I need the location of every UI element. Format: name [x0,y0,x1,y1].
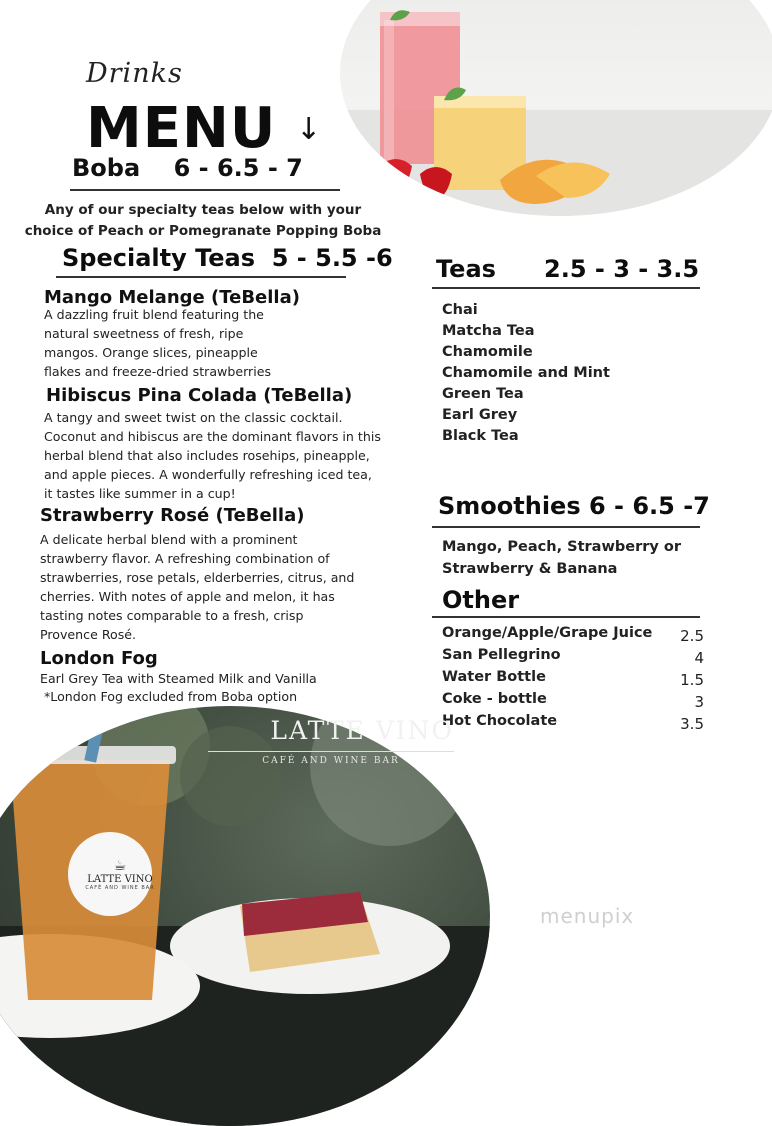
boba-price-line: Boba 6 - 6.5 - 7 [72,154,303,182]
teas-title: Teas [436,255,496,283]
desc-line: Mango, Peach, Strawberry or [442,539,681,555]
desc-line: strawberry flavor. A refreshing combination of [40,551,330,566]
other-item-price: 3.5 [680,715,704,733]
cafe-illustration [0,706,490,1126]
other-item-price: 1.5 [680,671,704,689]
other-row [442,647,704,669]
specialty-divider [56,276,346,278]
other-item-name: Coke - bottle [442,691,547,707]
desc-line: and apple pieces. A wonderfully refreshing iced tea, [44,467,372,482]
smoothie-illustration [340,0,772,216]
boba-desc-line: choice of Peach or Pomegranate Popping Boba [24,223,382,239]
other-divider [432,616,700,618]
other-item-price: 2.5 [680,627,704,645]
brand-logo [208,716,454,766]
other-item-price: 4 [694,649,704,667]
other-item-name: Hot Chocolate [442,713,558,729]
other-title: Other [442,586,520,614]
desc-line: Provence Rosé. [40,627,137,642]
brand-tagline: CAFÉ AND WINE BAR [262,756,400,766]
list-item: Matcha Tea [442,323,535,339]
cup-logo-name: LATTE VINO [87,874,153,885]
item-desc-mango-melange [44,305,271,381]
desc-line: tasting notes comparable to a fresh, crisp [40,608,304,623]
desc-line: A delicate herbal blend with a prominent [40,532,298,547]
list-item: Earl Grey [442,407,518,423]
smoothies-title: Smoothies 6 - 6.5 -7 [438,492,710,520]
item-desc-london-fog [40,670,317,706]
teas-list [442,300,610,447]
desc-line: strawberries, rose petals, elderberries, citrus, and [40,570,355,585]
desc-line: herbal blend that also includes rosehips, pineapple, [44,448,370,463]
item-desc-strawberry-rose [40,530,354,644]
smoothies-description [442,536,681,580]
menu-title: MENU [86,96,277,161]
other-row [442,713,704,735]
cup-logo [72,858,168,891]
list-item: Chamomile and Mint [442,365,610,381]
desc-line: A tangy and sweet twist on the classic cocktail. [44,410,343,425]
desc-line: Strawberry & Banana [442,561,618,577]
cafe-photo [0,706,490,1126]
item-desc-hibiscus-pina-colada [44,408,381,503]
teas-divider [432,287,700,289]
arrow-down-icon: ↓ [296,112,322,147]
desc-line: flakes and freeze-dried strawberries [44,364,272,379]
boba-desc-line: Any of our specialty teas below with your [44,202,362,218]
desc-line: A dazzling fruit blend featuring the [44,307,264,322]
other-item-name: San Pellegrino [442,647,561,663]
desc-line: it tastes like summer in a cup! [44,486,236,501]
other-item-price: 3 [694,693,704,711]
specialty-teas-title: Specialty Teas 5 - 5.5 -6 [62,244,393,272]
cup-logo-icon: ☕ [113,858,127,874]
desc-line: *London Fog excluded from Boba option [40,689,298,704]
smoothies-divider [432,526,700,528]
smoothie-photo [340,0,772,216]
brand-name: LATTE VINO [270,716,454,745]
list-item: Chamomile [442,344,533,360]
item-name-london-fog: London Fog [40,648,158,669]
desc-line: natural sweetness of fresh, ripe [44,326,244,341]
desc-line: mangos. Orange slices, pineapple [44,345,258,360]
list-item: Green Tea [442,386,524,402]
brand-divider [208,751,454,752]
boba-divider [70,189,340,191]
teas-prices: 2.5 - 3 - 3.5 [544,255,700,283]
item-name-mango-melange: Mango Melange (TeBella) [44,287,300,308]
list-item: Black Tea [442,428,519,444]
list-item: Chai [442,302,478,318]
item-name-strawberry-rose: Strawberry Rosé (TeBella) [40,505,305,526]
other-row [442,625,704,647]
cup-logo-tagline: CAFÉ AND WINE BAR [85,885,155,891]
desc-line: Earl Grey Tea with Steamed Milk and Vanilla [40,671,317,686]
other-row [442,691,704,713]
drinks-script-heading: Drinks [86,58,183,89]
other-item-name: Orange/Apple/Grape Juice [442,625,653,641]
other-row [442,669,704,691]
watermark: menupix [540,904,635,928]
other-item-name: Water Bottle [442,669,546,685]
desc-line: Coconut and hibiscus are the dominant flavors in this [44,429,381,444]
item-name-hibiscus-pina-colada: Hibiscus Pina Colada (TeBella) [46,385,353,406]
desc-line: cherries. With notes of apple and melon, it has [40,589,335,604]
boba-description [18,200,388,242]
